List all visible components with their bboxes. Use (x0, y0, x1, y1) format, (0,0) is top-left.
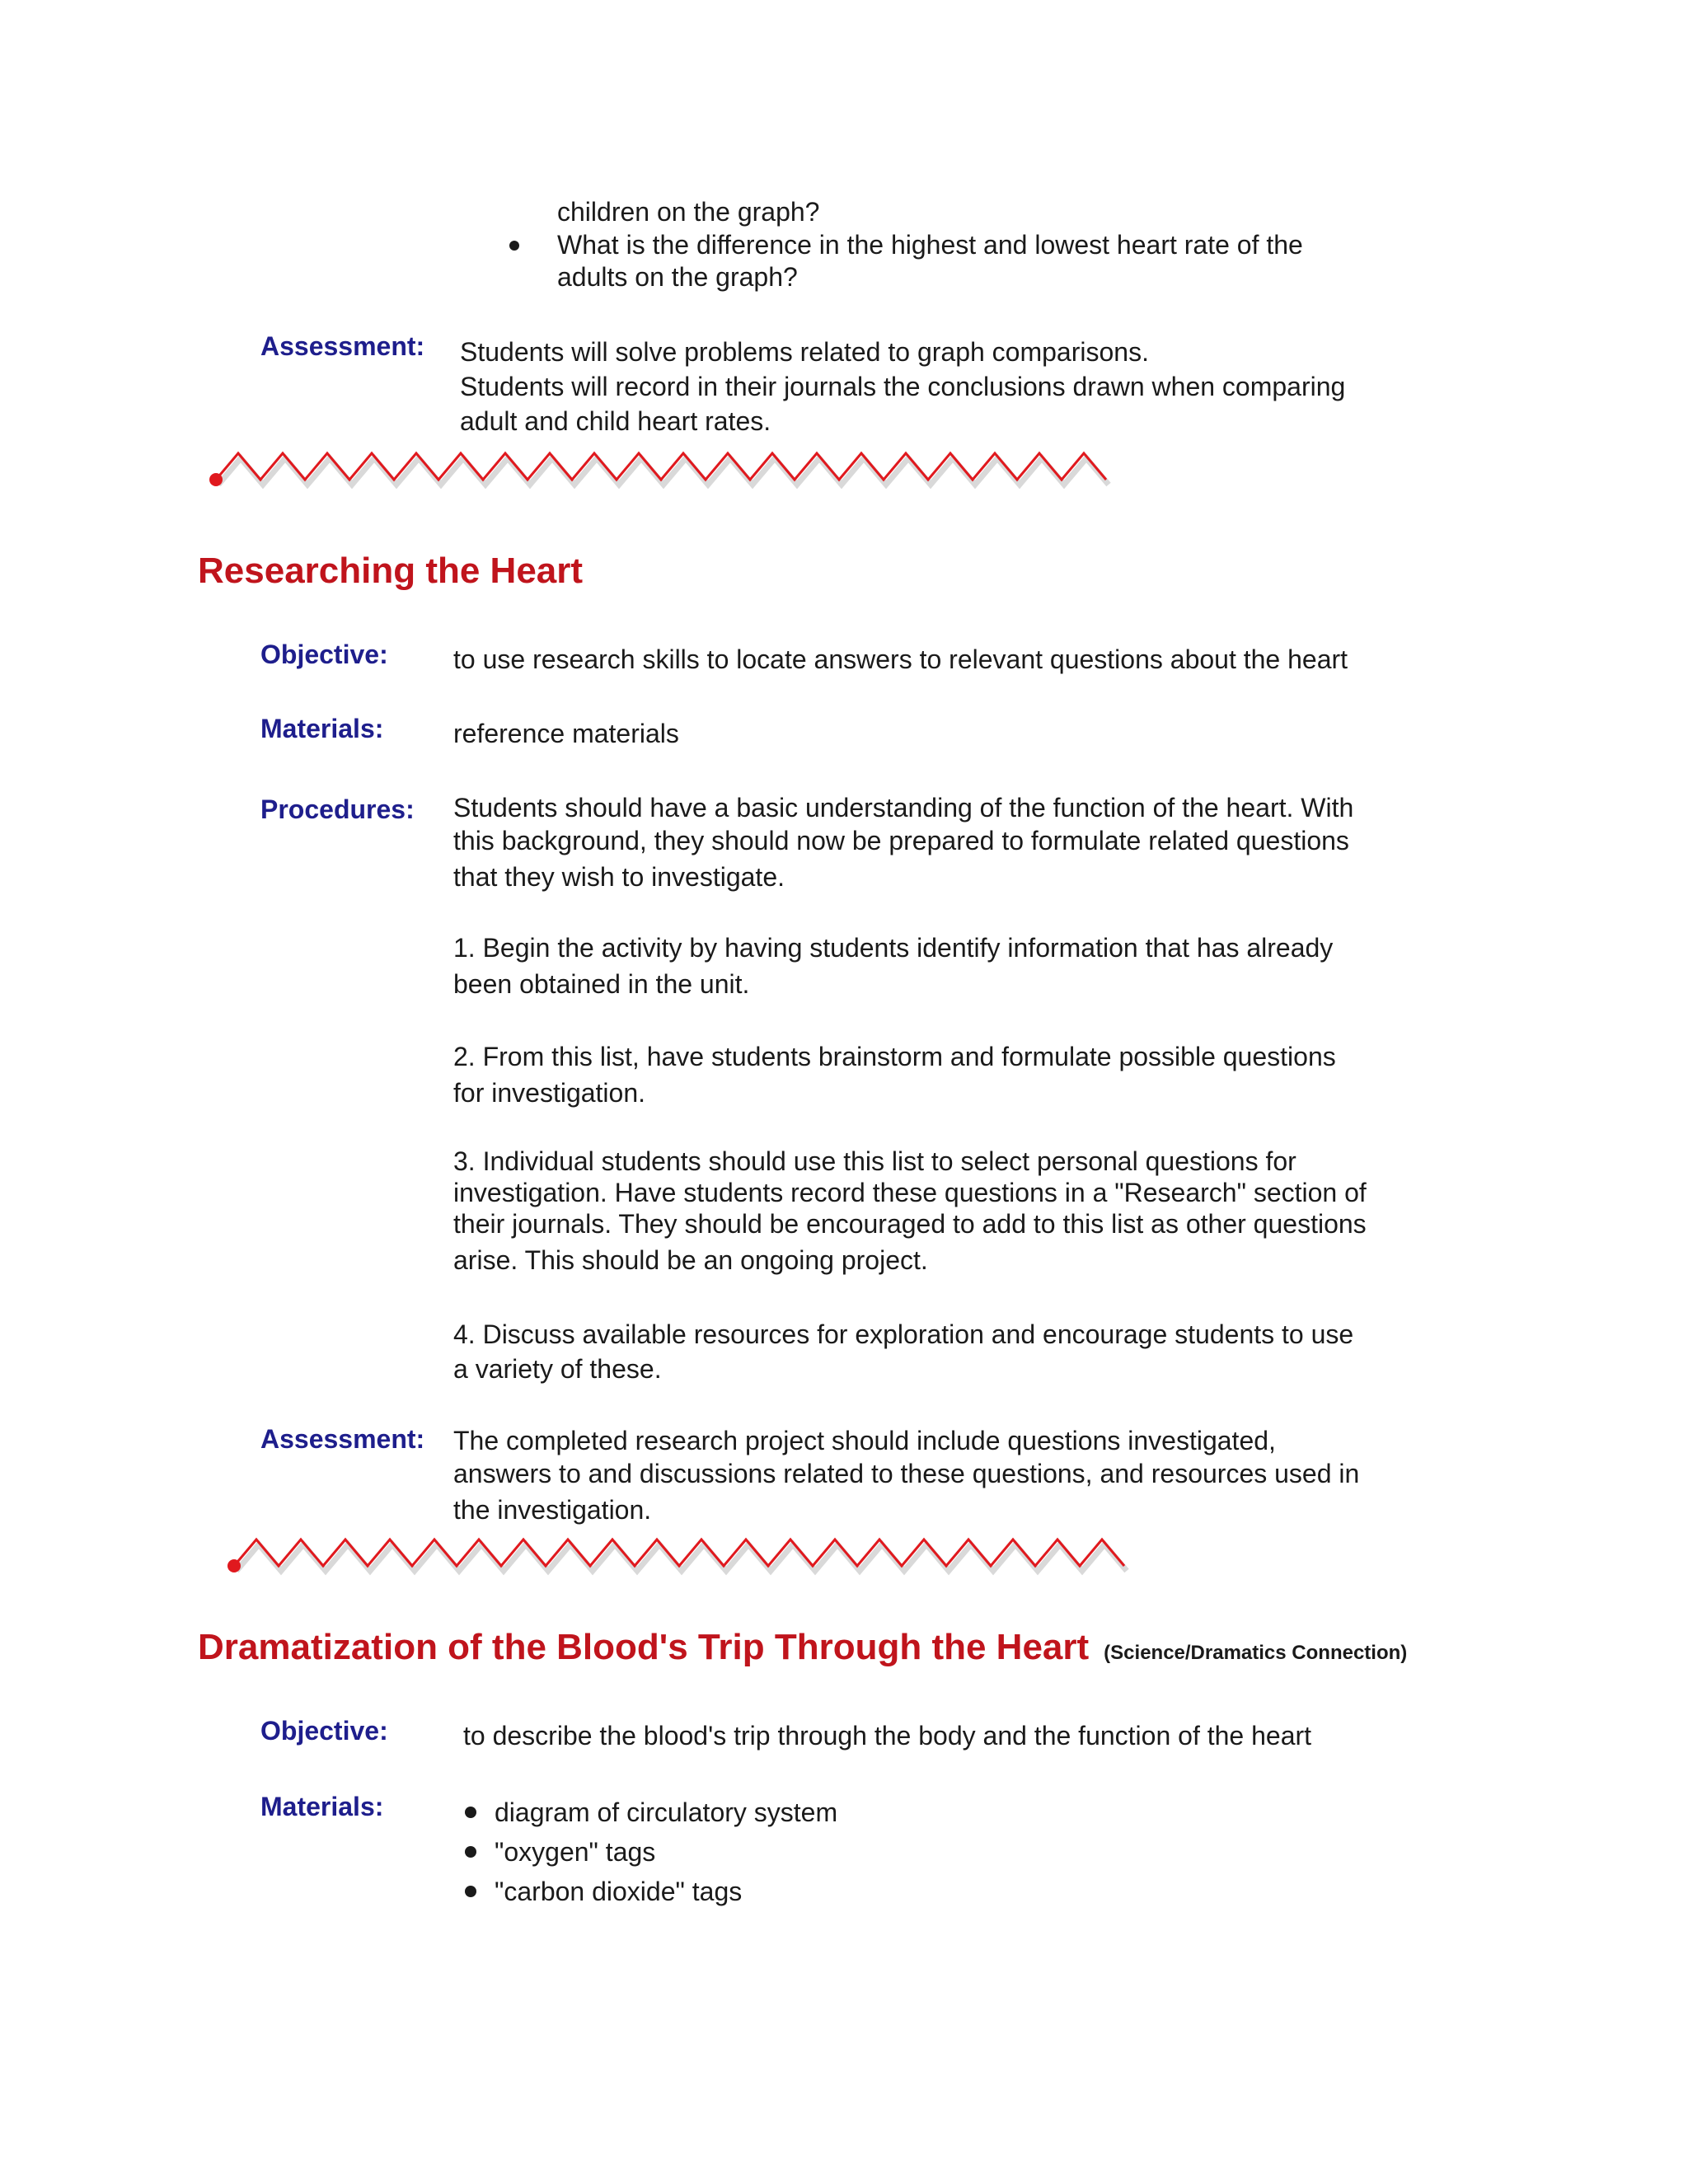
section-heading-tag: (Science/Dramatics Connection) (1104, 1642, 1408, 1664)
question-text: children on the graph? (557, 197, 820, 227)
assessment-text: The completed research project should include questions investigated, answers to and discussions related to these questions, and resources used in the investigation. (453, 1426, 1360, 1525)
list-item: "carbon dioxide" tags (465, 1874, 742, 1909)
objective-text: to use research skills to locate answers to relevant questions about the heart (453, 644, 1348, 674)
procedures-intro: Students should have a basic understanding of the function of the heart. With this background, they should now be prepared to formulate related questions that they wish to investigate. (453, 793, 1354, 892)
zigzag-line (216, 453, 1106, 480)
materials-label: Materials: (260, 1792, 384, 1821)
assessment-text: Students will solve problems related to graph comparisons. Students will record in their journals the conclusions drawn when comparing adult and child heart rates. (460, 337, 1346, 436)
procedures-label: Procedures: (260, 794, 415, 824)
list-item: diagram of circulatory system (465, 1795, 837, 1830)
bullet-icon (509, 241, 519, 251)
zigzag-divider (198, 437, 1121, 494)
section-heading (198, 1627, 1407, 1668)
zigzag-shadow (218, 458, 1109, 485)
materials-text: reference materials (453, 719, 679, 748)
section-heading-title: Dramatization of the Blood's Trip Through the Heart (198, 1627, 1090, 1667)
list-item: "oxygen" tags (465, 1835, 655, 1869)
zigzag-line (234, 1540, 1124, 1566)
question-text: adults on the graph? (557, 262, 798, 292)
bullet-icon (465, 1846, 476, 1858)
bullet-icon (465, 1807, 476, 1818)
objective-label: Objective: (260, 1716, 388, 1746)
zigzag-end-dot (227, 1559, 241, 1572)
zigzag-divider (216, 1523, 1139, 1581)
objective-label: Objective: (260, 640, 388, 669)
procedure-step: 4. Discuss available resources for exploration and encourage students to use a variety of these. (453, 1319, 1354, 1384)
procedure-step: 2. From this list, have students brainstorm and formulate possible questions for investigation. (453, 1042, 1336, 1108)
assessment-label: Assessment: (260, 1424, 425, 1454)
procedure-step: 3. Individual students should use this list to select personal questions for investigation. Have students record these questions in a "Research" section of their journals. They should be encouraged to add to this list as other questions arise. This should be an ongoing project. (453, 1146, 1367, 1275)
materials-label: Materials: (260, 714, 384, 743)
bullet-icon (465, 1886, 476, 1897)
objective-text: to describe the blood's trip through the body and the function of the heart (463, 1721, 1312, 1750)
zigzag-end-dot (209, 473, 223, 486)
question-item (557, 227, 1303, 294)
procedure-step: 1. Begin the activity by having students identify information that has already been obtained in the unit. (453, 933, 1334, 999)
continued-question-line (557, 194, 819, 229)
question-text: What is the difference in the highest and lowest heart rate of the (557, 230, 1303, 260)
section-heading: Researching the Heart (198, 551, 584, 591)
zigzag-shadow (237, 1544, 1127, 1571)
assessment-label: Assessment: (260, 331, 425, 361)
